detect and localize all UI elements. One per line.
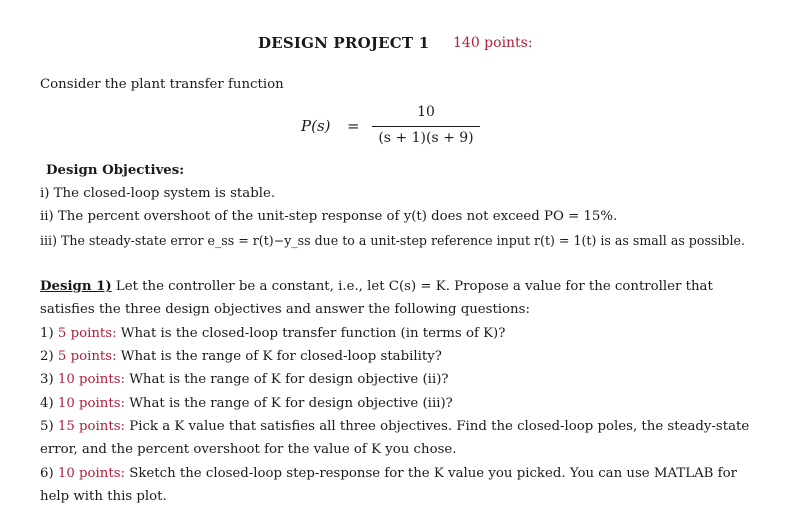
fraction-bar: [372, 126, 480, 127]
question-item: [40, 396, 453, 411]
design1-intro-line2: satisfies the three design objectives and answer the following questions:: [40, 302, 530, 317]
question-text: What is the range of K for closed-loop stability?: [120, 349, 442, 364]
objective-item: iii) The steady-state error e_ss = r(t)−y_ss due to a unit-step reference input r(t) = 1(t) is as small as possible.: [40, 233, 745, 248]
intro-text: Consider the plant transfer function: [40, 77, 284, 92]
question-points: 15 points:: [57, 419, 126, 434]
question-points: 10 points:: [57, 396, 126, 411]
question-text: What is the range of K for design objective (ii)?: [129, 372, 449, 387]
project-title: DESIGN PROJECT 1: [258, 34, 430, 52]
equation-equals: =: [347, 117, 360, 135]
question-points: 10 points:: [57, 372, 126, 387]
equation-lhs: P(s): [301, 117, 331, 135]
question-text: What is the range of K for design objective (iii)?: [129, 396, 453, 411]
equation-numerator: 10: [417, 104, 435, 120]
question-text: Sketch the closed-loop step-response for the K value you picked. You can use MATLAB for: [129, 466, 737, 481]
question-number: 2): [40, 349, 54, 364]
question-number: 4): [40, 396, 54, 411]
question-text-continued: error, and the percent overshoot for the value of K you chose.: [40, 442, 457, 457]
equation-fraction: [372, 104, 480, 146]
question-item: [40, 349, 442, 364]
design1-label: Design 1): [40, 279, 112, 294]
objective-item: i) The closed-loop system is stable.: [40, 186, 276, 201]
objective-item: ii) The percent overshoot of the unit-step response of y(t) does not exceed PO = 15%.: [40, 209, 618, 224]
question-item: [40, 372, 449, 387]
question-item: [40, 326, 505, 341]
question-points: 5 points:: [57, 349, 117, 364]
question-text: What is the closed-loop transfer function (in terms of K)?: [120, 326, 506, 341]
question-text: Pick a K value that satisfies all three objectives. Find the closed-loop poles, the steady-state: [129, 419, 750, 434]
design1-intro-text: Let the controller be a constant, i.e., let C(s) = K. Propose a value for the controller that: [115, 279, 713, 294]
equation-denominator: (s + 1)(s + 9): [378, 130, 474, 146]
question-item: [40, 419, 749, 434]
question-text-continued: help with this plot.: [40, 489, 167, 504]
question-number: 3): [40, 372, 54, 387]
question-number: 1): [40, 326, 54, 341]
question-item: [40, 466, 737, 481]
question-points: 5 points:: [57, 326, 117, 341]
question-number: 6): [40, 466, 54, 481]
objectives-heading: Design Objectives:: [46, 163, 185, 178]
question-number: 5): [40, 419, 54, 434]
question-points: 10 points:: [57, 466, 126, 481]
total-points: 140 points:: [453, 35, 533, 51]
design1-intro-line1: [40, 279, 713, 294]
